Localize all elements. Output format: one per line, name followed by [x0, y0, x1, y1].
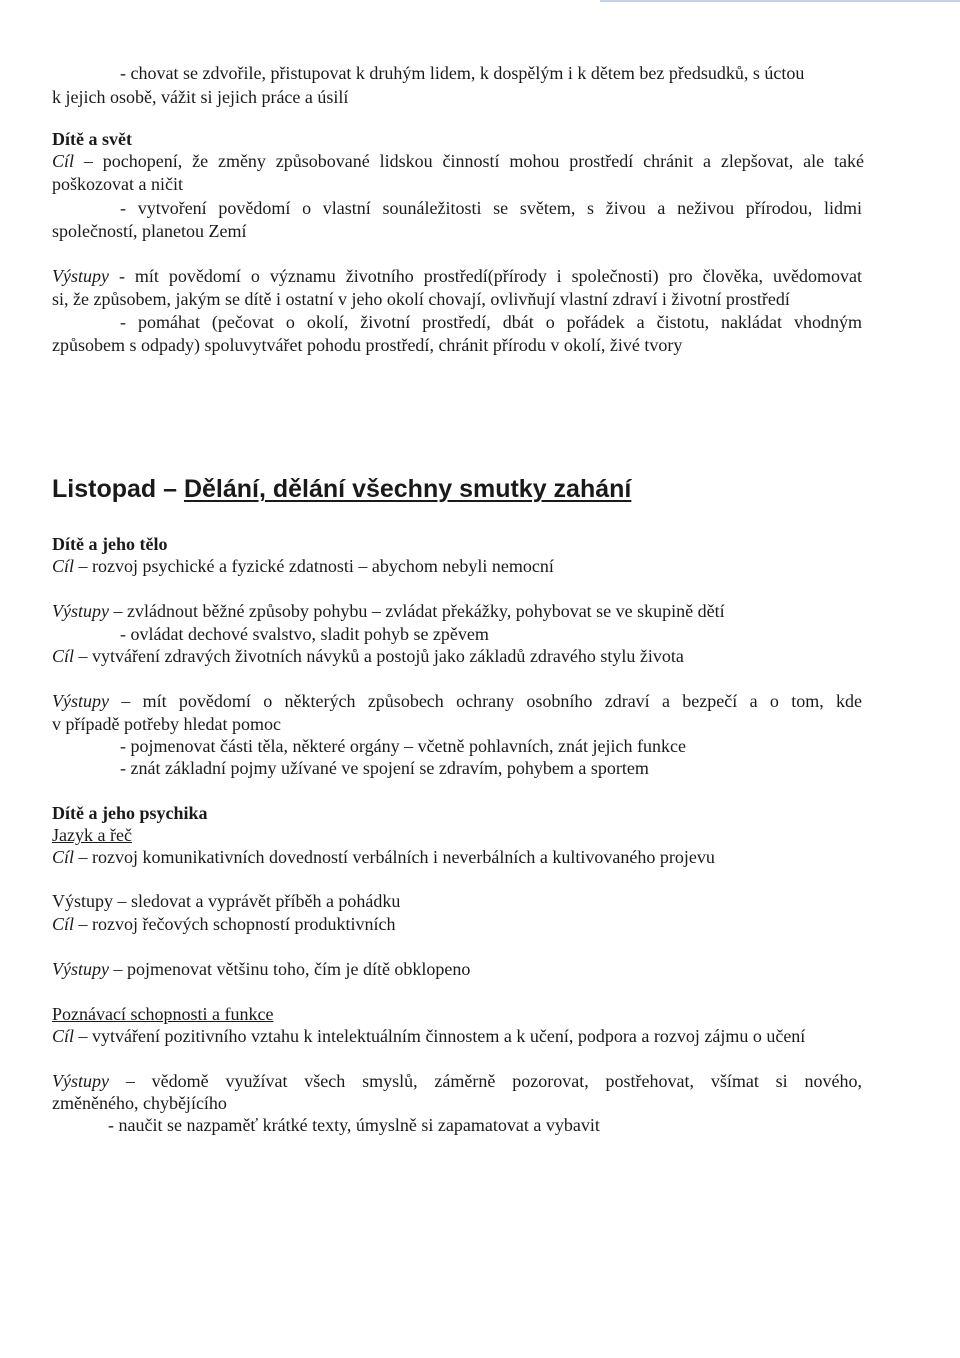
- outputs-line: Výstupy – sledovat a vyprávět příběh a pohádku: [52, 891, 401, 911]
- bullet-line: - znát základní pojmy užívané ve spojení se zdravím, pohybem a sportem: [120, 758, 649, 778]
- goal-line: Cíl – rozvoj psychické a fyzické zdatnosti – abychom nebyli nemocní: [52, 556, 554, 576]
- section-heading: Dítě a jeho tělo: [52, 534, 168, 554]
- section-heading: Dítě a jeho psychika: [52, 803, 208, 823]
- text-line: si, že způsobem, jakým se dítě i ostatní v jeho okolí chovají, ovlivňují vlastní zdraví i životní prostředí: [52, 289, 790, 309]
- subsection-heading: Jazyk a řeč: [52, 825, 132, 845]
- scan-edge-mark: [600, 0, 960, 2]
- subsection-heading: Poznávací schopnosti a funkce: [52, 1004, 274, 1024]
- text-line: poškozovat a ničit: [52, 174, 183, 194]
- text-line: způsobem s odpady) spoluvytvářet pohodu prostředí, chránit přírodu v okolí, živé tvory: [52, 335, 683, 355]
- month-heading: Listopad – Dělání, dělání všechny smutky zahání: [52, 475, 632, 503]
- text-line: společností, planetou Zemí: [52, 221, 247, 241]
- goal-line: Cíl – vytváření zdravých životních návyků a postojů jako základů zdravého stylu života: [52, 646, 684, 666]
- goal-line: Cíl – rozvoj řečových schopností produktivních: [52, 914, 396, 934]
- text-line: v případě potřeby hledat pomoc: [52, 714, 281, 734]
- section-heading: Dítě a svět: [52, 129, 132, 149]
- bullet-line: - pomáhat (pečovat o okolí, životní prostředí, dbát o pořádek a čistotu, nakládat vhodným: [120, 312, 862, 332]
- bullet-line: - pojmenovat části těla, některé orgány – včetně pohlavních, znát jejich funkce: [120, 736, 686, 756]
- bullet-line: - ovládat dechové svalstvo, sladit pohyb se zpěvem: [120, 624, 489, 644]
- outputs-line: Výstupy – pojmenovat většinu toho, čím je dítě obklopeno: [52, 959, 471, 979]
- goal-line: Cíl – rozvoj komunikativních dovedností verbálních i neverbálních a kultivovaného projevu: [52, 847, 715, 867]
- goal-line: Cíl – vytváření pozitivního vztahu k intelektuálním činnostem a k učení, podpora a rozvoj zájmu o učení: [52, 1026, 806, 1046]
- outputs-line: Výstupy – vědomě využívat všech smyslů, záměrně pozorovat, postřehovat, všímat si nového,: [52, 1071, 862, 1091]
- goal-line: Cíl – pochopení, že změny způsobované lidskou činností mohou prostředí chránit a zlepšovat, ale také: [52, 151, 864, 171]
- bullet-line: - naučit se nazpaměť krátké texty, úmyslně si zapamatovat a vybavit: [108, 1115, 600, 1135]
- bullet-line: - vytvoření povědomí o vlastní sounáležitosti se světem, s živou a neživou přírodou, lidmi: [120, 198, 862, 218]
- text-line: změněného, chybějícího: [52, 1093, 227, 1113]
- bullet-line: - chovat se zdvořile, přistupovat k druhým lidem, k dospělým i k dětem bez předsudků, s úctou: [120, 63, 805, 83]
- text-line: k jejich osobě, vážit si jejich práce a úsilí: [52, 87, 349, 107]
- outputs-line: Výstupy – zvládnout běžné způsoby pohybu – zvládat překážky, pohybovat se ve skupině dětí: [52, 601, 725, 621]
- outputs-line: Výstupy – mít povědomí o některých způsobech ochrany osobního zdraví a bezpečí a o tom, kde: [52, 691, 862, 711]
- outputs-line: Výstupy - mít povědomí o významu životního prostředí(přírody i společnosti) pro člověka, uvědomovat: [52, 266, 862, 286]
